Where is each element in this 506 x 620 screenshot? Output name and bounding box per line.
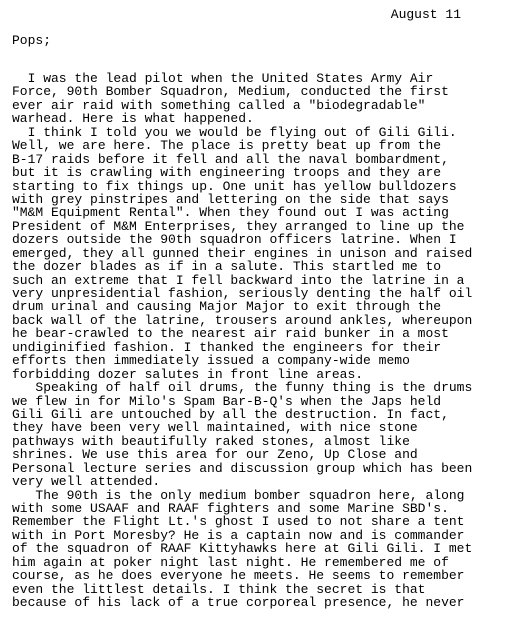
- letter-line: him again at poker night last night. He remembered me of: [12, 554, 449, 570]
- letter-salutation: Pops;: [12, 33, 52, 48]
- letter-line: they have been very well maintained, with nice stone: [12, 420, 418, 436]
- letter-line: but it is crawling with engineering troops and they are: [12, 165, 442, 181]
- letter-line: B-17 raids before it fell and all the naval bombardment,: [12, 151, 449, 167]
- letter-line: we flew in for Milo's Spam Bar-B-Q's when the Japs held: [12, 393, 442, 409]
- letter-line: shrines. We use this area for our Zeno, Up Close and: [12, 447, 418, 463]
- letter-line: course, as he does everyone he meets. He seems to remember: [12, 568, 465, 584]
- letter-line: Speaking of half oil drums, the funny thing is the drums: [12, 380, 473, 396]
- letter-line: with grey pinstripes and lettering on the side that says: [12, 191, 449, 207]
- letter-line: Well, we are here. The place is pretty beat up from the: [12, 138, 442, 154]
- letter-line: pathways with beautifully raked stones, almost like: [12, 433, 410, 449]
- letter-line: Remember the Flight Lt.'s ghost I used to not share a tent: [12, 514, 465, 530]
- letter-line: The 90th is the only medium bomber squadron here, along: [12, 487, 465, 503]
- letter-line: starting to fix things up. One unit has yellow bulldozers: [12, 178, 457, 194]
- letter-line: with some USAAF and RAAF fighters and some Marine SBD's.: [12, 501, 449, 516]
- letter-line: because of his lack of a true corporeal presence, he never: [12, 595, 465, 611]
- letter-line: the dozer blades as if in a salute. This startled me to: [12, 259, 442, 275]
- letter-line: I was the lead pilot when the United States Army Air: [12, 71, 434, 86]
- letter-line: Personal lecture series and discussion group which has been: [12, 460, 473, 476]
- letter-line: undiginified fashion. I thanked the engineers for their: [12, 339, 442, 355]
- letter-line: emerged, they all gunned their engines in unison and raised: [12, 245, 473, 261]
- letter-line: even the littlest details. I think the secret is that: [12, 581, 426, 597]
- letter-line: efforts then immediately issued a company-wide memo: [12, 353, 410, 369]
- letter-line: President of M&M Enterprises, they arranged to line up the: [12, 218, 465, 234]
- letter-line: of the squadron of RAAF Kittyhawks here at Gili Gili. I met: [12, 541, 473, 557]
- letter-line: very well attended.: [12, 474, 161, 490]
- letter-line: I think I told you we would be flying out of Gili Gili.: [12, 124, 457, 140]
- letter-line: drum urinal and causing Major Major to exit through the: [12, 299, 442, 315]
- letter-line: warhead. Here is what happened.: [12, 111, 254, 127]
- letter-line: dozers outside the 90th squadron officers latrine. When I: [12, 232, 457, 248]
- letter-line: such an extreme that I fell backward into the latrine in a: [12, 272, 465, 288]
- letter-line: back wall of the latrine, trousers around ankles, whereupon: [12, 312, 473, 328]
- letter-line: Gili Gili are untouched by all the destruction. In fact,: [12, 406, 449, 422]
- letter-line: Force, 90th Bomber Squadron, Medium, conducted the first: [12, 84, 449, 100]
- letter-line: very unpresidential fashion, seriously denting the half oil: [12, 286, 473, 301]
- letter-line: ever air raid with something called a "biodegradable": [12, 97, 426, 113]
- letter-body: [12, 72, 502, 610]
- letter-line: "M&M Equipment Rental". When they found out I was acting: [12, 205, 449, 221]
- letter-line: forbidding dozer salutes in front line areas.: [12, 366, 364, 382]
- letter-line: with in Port Moresby? He is a captain now and is commander: [12, 527, 465, 543]
- letter-date: August 11: [390, 7, 461, 22]
- letter-line: he bear-crawled to the nearest air raid bunker in a most: [12, 326, 449, 342]
